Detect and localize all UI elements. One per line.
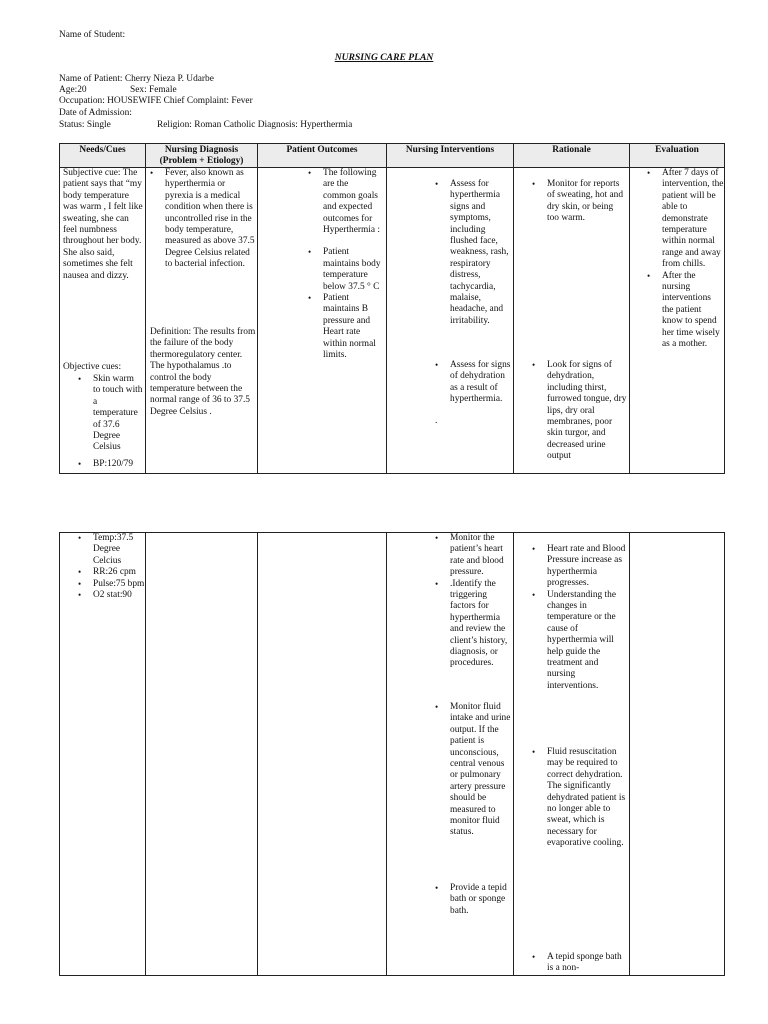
name-of-student: Name of Student: xyxy=(59,30,126,40)
diagnosis-cell xyxy=(146,168,258,474)
list-item: • RR:26 cpm xyxy=(93,567,145,578)
patient-age: Age:20 xyxy=(59,85,87,95)
occupation-complaint: Occupation: HOUSEWIFE Chief Complaint: Fever xyxy=(59,96,253,106)
diagnosis-list xyxy=(165,168,255,271)
list-item: • BP:120/79 xyxy=(93,459,143,470)
list-item: • Heart rate and Blood Pressure increase as hyperthermia progresses. xyxy=(547,544,627,590)
rationale-list-d xyxy=(547,747,627,850)
list-item: • Monitor for reports of sweating, hot and dry skin, or being too warm. xyxy=(547,179,627,225)
list-item: • Fever, also known as hyperthermia or pyrexia is a medical condition when there is uncontrolled rise in the body temperature, measured as above 37.5 Degree Celsius related to bacterial infection. xyxy=(165,168,255,271)
outcomes-list xyxy=(323,168,383,362)
list-item: • Monitor fluid intake and urine output. If the patient is unconscious, central venous or pulmonary artery pressure should be measured to monitor fluid status. xyxy=(450,702,512,839)
header-rationale: Rationale xyxy=(514,144,630,168)
list-item: • Skin warm to touch with a temperature of 37.6 Degree Celsius xyxy=(93,374,143,454)
evaluation-list xyxy=(662,168,724,351)
list-item: • Patient maintains body temperature below 37.5 ° C xyxy=(323,247,383,293)
interventions-cell-cont xyxy=(387,533,514,976)
list-item: • Provide a tepid bath or sponge bath. xyxy=(450,883,512,917)
header-nursing-diagnosis: Nursing Diagnosis (Problem + Etiology) xyxy=(146,144,258,168)
list-item: • Patient maintains B pressure and Heart rate within normal limits. xyxy=(323,293,383,361)
objective-label: Objective cues: xyxy=(63,362,122,372)
rationale-list-c xyxy=(547,544,627,692)
interventions-list-a xyxy=(450,179,512,327)
rationale-list-e xyxy=(547,952,627,975)
interventions-list-e xyxy=(450,883,512,917)
patient-status: Status: Single xyxy=(59,120,111,130)
list-item: • Fluid resuscitation may be required to correct dehydration. The significantly dehydrated patient is no longer able to sweat, which is necessary for evaporative cooling. xyxy=(547,747,627,850)
list-item: • O2 stat:90 xyxy=(93,590,145,601)
rationale-list-a xyxy=(547,179,627,225)
list-item: • Look for signs of dehydration, including thirst, furrowed tongue, dry lips, dry oral membranes, poor skin turgor, and decreased urine output xyxy=(547,360,627,463)
header-nursing-interventions: Nursing Interventions xyxy=(387,144,514,168)
interventions-list-b xyxy=(450,360,512,406)
rationale-list-b xyxy=(547,360,627,463)
patient-sex: Sex: Female xyxy=(130,85,177,95)
rationale-cell-cont xyxy=(514,533,630,976)
list-item: • A tepid sponge bath is a non- xyxy=(547,952,627,975)
list-item: • Monitor the patient’s heart rate and blood pressure. xyxy=(450,533,512,579)
rationale-cell xyxy=(514,168,630,474)
list-item: • Understanding the changes in temperature or the cause of hyperthermia will help guide the treatment and nursing interventions. xyxy=(547,590,627,693)
subjective-cue: Subjective cue: The patient says that “my body temperature was warm , I felt like sweating, she can feel numbness throughout her body. She also said, sometimes she felt nausea and dizzy. xyxy=(63,168,143,281)
header-patient-outcomes: Patient Outcomes xyxy=(258,144,387,168)
needs-cell-cont xyxy=(60,533,146,976)
care-plan-table-2 xyxy=(59,532,725,976)
list-item: • The following are the common goals and expected outcomes for Hyperthermia : xyxy=(323,168,383,236)
patient-name: Name of Patient: Cherry Nieza P. Udarbe xyxy=(59,74,214,84)
interventions-list-d xyxy=(450,702,512,839)
date-of-admission: Date of Admission: xyxy=(59,108,132,118)
interventions-list-c xyxy=(450,533,512,670)
list-item: • After 7 days of intervention, the patient will be able to demonstrate temperature within normal range and away from chills. xyxy=(662,168,724,271)
vitals-list xyxy=(93,533,145,601)
list-item: • Pulse:75 bpm xyxy=(93,579,145,590)
list-item: • .Identify the triggering factors for hyperthermia and review the client’s history, diagnosis, or procedures. xyxy=(450,579,512,670)
header-needs-cues: Needs/Cues xyxy=(60,144,146,168)
interventions-dot: . xyxy=(435,416,438,426)
list-item: • Assess for hyperthermia signs and symptoms, including flushed face, weakness, rash, respiratory distress, tachycardia, malaise, headache, and irritability. xyxy=(450,179,512,327)
header-evaluation: Evaluation xyxy=(630,144,725,168)
outcomes-cell-cont xyxy=(258,533,387,976)
outcomes-cell xyxy=(258,168,387,474)
evaluation-cell xyxy=(630,168,725,474)
bp-list xyxy=(93,459,143,470)
page-title: NURSING CARE PLAN xyxy=(334,52,434,63)
diagnosis-cell-cont xyxy=(146,533,258,976)
care-plan-table-1 xyxy=(59,143,725,474)
list-item: • Temp:37.5 Degree Celcius xyxy=(93,533,145,567)
evaluation-cell-cont xyxy=(630,533,725,976)
needs-cell xyxy=(60,168,146,474)
list-item: • After the nursing interventions the patient know to spend her time wisely as a mother. xyxy=(662,271,724,351)
objective-list xyxy=(93,374,143,454)
religion-diagnosis: Religion: Roman Catholic Diagnosis: Hyperthermia xyxy=(157,120,353,130)
diagnosis-definition: Definition: The results from the failure of the body thermoregulatory center. The hypothalamus .to control the body temperature between the normal range of 36 to 37.5 Degree Celsius . xyxy=(150,327,256,417)
list-item: • Assess for signs of dehydration as a result of hyperthermia. xyxy=(450,360,512,406)
interventions-cell xyxy=(387,168,514,474)
